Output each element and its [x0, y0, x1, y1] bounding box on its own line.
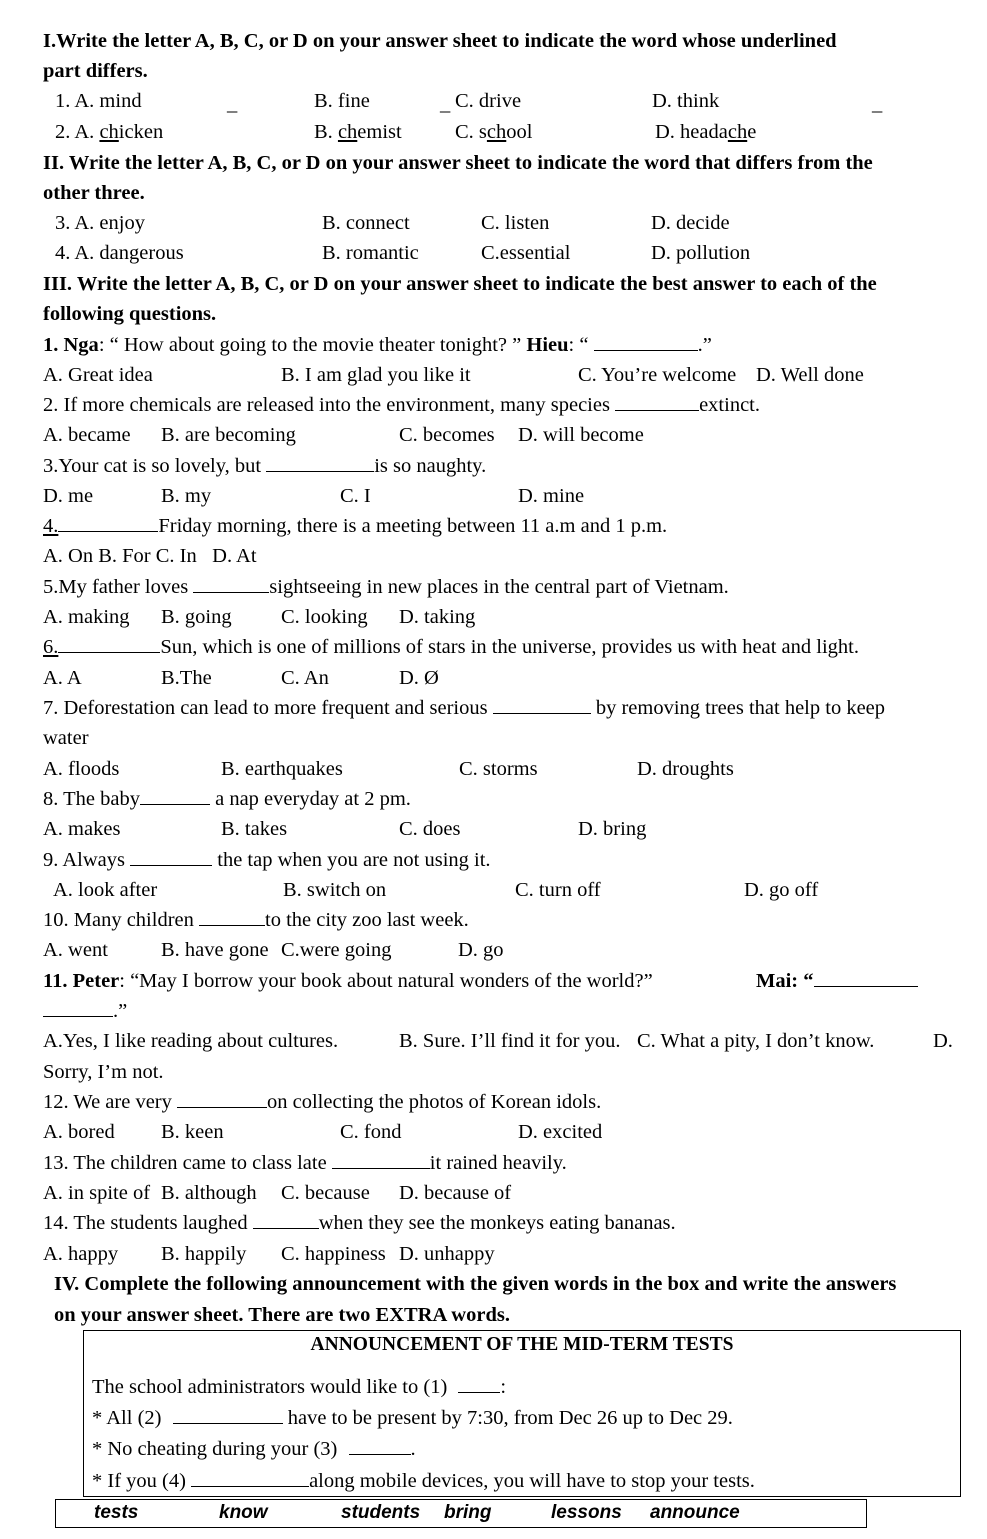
q14-option-b: B. happily — [161, 1243, 247, 1265]
q9-option-a: A. look after — [53, 879, 158, 901]
answer-blank — [58, 515, 158, 532]
q12-option-b: B. keen — [161, 1121, 224, 1143]
answer-blank — [332, 1152, 430, 1169]
word-box-item: students — [341, 1502, 421, 1523]
q7-stem-cont: water — [43, 727, 89, 749]
answer-blank — [199, 909, 265, 926]
q1-stem: 1. Nga: “ How about going to the movie theater tonight? ” Hieu: “ .” — [43, 334, 712, 356]
q3-option-c: C. I — [340, 485, 371, 507]
q11-option-d: D. — [933, 1030, 953, 1052]
word-box-item: tests — [94, 1502, 139, 1523]
answer-blank — [594, 334, 698, 351]
q8-option-d: D. bring — [578, 818, 647, 840]
q12-option-a: A. bored — [43, 1121, 115, 1143]
q5-option-b: B. going — [161, 606, 232, 628]
q3-option-b: B. connect — [322, 212, 410, 234]
answer-blank — [191, 1470, 309, 1487]
q3-option-c: C. listen — [481, 212, 550, 234]
q11-option-c: C. What a pity, I don’t know. — [637, 1030, 875, 1052]
section-1-heading: I.Write the letter A, B, C, or D on your answer sheet to indicate the word whose underlined — [43, 30, 837, 52]
q6-stem: 6. Sun, which is one of millions of stars in the universe, provides us with heat and light. — [43, 636, 859, 658]
q11-stem: 11. Peter: “May I borrow your book about natural wonders of the world?” — [43, 970, 653, 992]
q2-option-c: C. becomes — [399, 424, 495, 446]
q12-option-c: C. fond — [340, 1121, 402, 1143]
q2-option-d: D. will become — [518, 424, 644, 446]
q1-option-d: D. think — [652, 90, 720, 112]
q1-option-c: C. You’re welcome — [578, 364, 737, 386]
answer-blank — [349, 1438, 411, 1455]
q8-stem: 8. The baby a nap everyday at 2 pm. — [43, 788, 411, 810]
announcement-title: ANNOUNCEMENT OF THE MID-TERM TESTS — [310, 1334, 734, 1355]
q7-option-d: D. droughts — [637, 758, 734, 780]
q3-option-b: B. my — [161, 485, 212, 507]
q2-option-a: A. became — [43, 424, 131, 446]
underline-mark: _ — [227, 93, 238, 115]
q9-option-c: C. turn off — [515, 879, 601, 901]
q11-mai: Mai: “ — [756, 969, 918, 993]
announcement-line-2: * All (2) have to be present by 7:30, from Dec 26 up to Dec 29. — [92, 1407, 733, 1429]
announcement-line-3: * No cheating during your (3) . — [92, 1438, 416, 1460]
q3-option-a: 3. A. enjoy — [55, 212, 145, 234]
answer-blank — [493, 697, 591, 714]
q9-option-d: D. go off — [744, 879, 819, 901]
q7-option-c: C. storms — [459, 758, 538, 780]
q1-option-a: A. Great idea — [43, 364, 153, 386]
q5-stem: 5.My father loves sightseeing in new places in the central part of Vietnam. — [43, 576, 729, 598]
q11-option-a: A.Yes, I like reading about cultures. — [43, 1030, 339, 1052]
q4-option-d: D. pollution — [651, 242, 751, 264]
q14-option-c: C. happiness — [281, 1243, 386, 1265]
q10-option-d: D. go — [458, 939, 504, 961]
announcement-line-1: The school administrators would like to (1) : — [92, 1376, 507, 1398]
answer-blank — [173, 1407, 283, 1424]
q3-option-d: D. decide — [651, 212, 730, 234]
q10-option-b: B. have gone — [161, 939, 269, 961]
q7-option-b: B. earthquakes — [221, 758, 343, 780]
q4-stem: 4. Friday morning, there is a meeting between 11 a.m and 1 p.m. — [43, 515, 668, 537]
announcement-line-4: * If you (4) along mobile devices, you will have to stop your tests. — [92, 1470, 755, 1492]
q3-option-d: D. mine — [518, 485, 585, 507]
q14-option-a: A. happy — [43, 1243, 119, 1265]
section-4-heading: IV. Complete the following announcement with the given words in the box and write the answers — [54, 1273, 897, 1295]
q7-stem: 7. Deforestation can lead to more frequent and serious by removing trees that help to keep — [43, 697, 886, 719]
q14-stem: 14. The students laughed when they see the monkeys eating bananas. — [43, 1212, 676, 1234]
q9-stem: 9. Always the tap when you are not using it. — [43, 849, 491, 871]
answer-blank — [193, 576, 269, 593]
q12-stem: 12. We are very on collecting the photos of Korean idols. — [43, 1091, 602, 1113]
section-3-heading: III. Write the letter A, B, C, or D on your answer sheet to indicate the best answer to each of the — [43, 273, 877, 295]
q2-option-b: B. chemist — [314, 121, 402, 143]
section-2-heading: II. Write the letter A, B, C, or D on your answer sheet to indicate the word that differs from the — [43, 152, 873, 174]
q13-option-c: C. because — [281, 1182, 370, 1204]
q9-option-b: B. switch on — [283, 879, 387, 901]
answer-blank — [58, 636, 160, 653]
q1-option-b: B. I am glad you like it — [281, 364, 471, 386]
answer-blank — [266, 455, 374, 472]
q10-stem: 10. Many children to the city zoo last week. — [43, 909, 469, 931]
answer-blank — [615, 394, 699, 411]
underline-mark: _ — [440, 93, 451, 115]
word-box-item: lessons — [551, 1502, 622, 1523]
q13-option-b: B. although — [161, 1182, 257, 1204]
underline-mark: _ — [872, 93, 883, 115]
q11-stem-cont: .” — [43, 999, 127, 1023]
q12-option-d: D. excited — [518, 1121, 603, 1143]
answer-blank — [458, 1376, 500, 1393]
q1-option-b: B. fine — [314, 90, 370, 112]
q3-stem: 3.Your cat is so lovely, but is so naughty. — [43, 455, 487, 477]
q8-option-c: C. does — [399, 818, 461, 840]
section-3-heading-cont: following questions. — [43, 303, 217, 325]
q13-option-a: A. in spite of — [43, 1182, 151, 1204]
q5-option-d: D. taking — [399, 606, 476, 628]
q2-option-b: B. are becoming — [161, 424, 296, 446]
q4-options: A. On B. For C. In D. At — [43, 545, 257, 567]
q6-option-a: A. A — [43, 667, 82, 689]
q2-option-a: 2. A. chicken — [55, 121, 164, 143]
answer-blank — [253, 1212, 319, 1229]
answer-blank — [177, 1091, 267, 1108]
q2-option-c: C. school — [455, 121, 533, 143]
q4-option-c: C.essential — [481, 242, 571, 264]
answer-blank — [140, 788, 210, 805]
q11-option-d-cont: Sorry, I’m not. — [43, 1061, 164, 1083]
q6-option-d: D. Ø — [399, 667, 439, 689]
q8-option-b: B. takes — [221, 818, 288, 840]
q13-option-d: D. because of — [399, 1182, 512, 1204]
q10-option-c: C.were going — [281, 939, 392, 961]
section-4-heading-cont: on your answer sheet. There are two EXTRA words. — [54, 1304, 510, 1326]
q7-option-a: A. floods — [43, 758, 120, 780]
q3-option-a: D. me — [43, 485, 94, 507]
q4-option-b: B. romantic — [322, 242, 419, 264]
q5-option-c: C. looking — [281, 606, 368, 628]
q2-stem: 2. If more chemicals are released into the environment, many species extinct. — [43, 394, 760, 416]
q4-option-a: 4. A. dangerous — [55, 242, 184, 264]
q8-option-a: A. makes — [43, 818, 121, 840]
section-1-heading-cont: part differs. — [43, 60, 148, 82]
q5-option-a: A. making — [43, 606, 130, 628]
q2-option-d: D. headache — [655, 121, 757, 143]
q1-option-a: 1. A. mind — [55, 90, 142, 112]
q6-option-c: C. An — [281, 667, 329, 689]
q13-stem: 13. The children came to class late it rained heavily. — [43, 1152, 567, 1174]
answer-blank — [814, 970, 918, 987]
word-box-item: bring — [444, 1502, 492, 1523]
q10-option-a: A. went — [43, 939, 108, 961]
q14-option-d: D. unhappy — [399, 1243, 495, 1265]
word-box-item: know — [219, 1502, 268, 1523]
q1-option-c: C. drive — [455, 90, 522, 112]
q11-option-b: B. Sure. I’ll find it for you. — [399, 1030, 621, 1052]
q1-option-d: D. Well done — [756, 364, 864, 386]
answer-blank — [130, 849, 212, 866]
section-2-heading-cont: other three. — [43, 182, 145, 204]
q6-option-b: B.The — [161, 667, 212, 689]
word-box-item: announce — [650, 1502, 740, 1523]
answer-blank — [43, 1000, 113, 1017]
